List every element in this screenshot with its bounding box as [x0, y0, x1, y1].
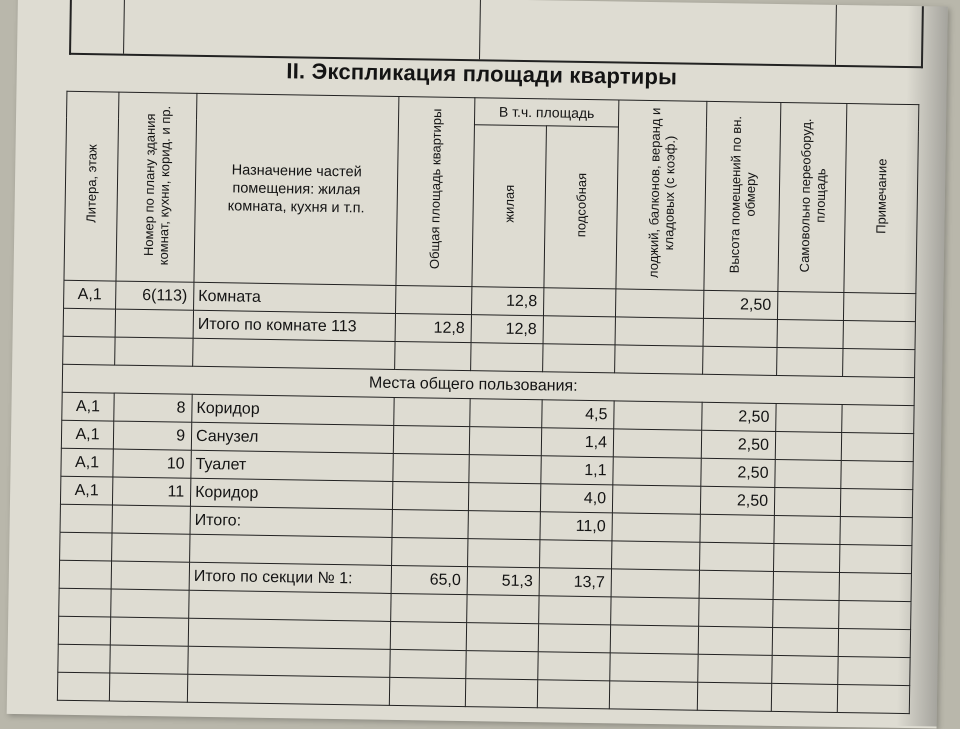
cell-purpose: Итого:	[190, 506, 392, 537]
cell-total-area	[390, 621, 466, 650]
cell-purpose: Санузел	[191, 422, 393, 453]
cell-auxiliary-area: 1,1	[541, 456, 613, 485]
cell-height	[698, 654, 772, 683]
cell-living-area	[466, 651, 538, 680]
cell-purpose: Комната	[194, 282, 396, 313]
cell-living-area	[468, 511, 540, 540]
cell-living-area	[471, 343, 543, 372]
cell-loggia-area	[611, 569, 699, 598]
cell-auxiliary-area	[543, 316, 615, 345]
cell-total-area: 65,0	[391, 565, 467, 594]
frame-divider	[479, 0, 481, 59]
cell-self-built	[772, 655, 838, 684]
frame-divider	[835, 5, 837, 65]
cell-height: 2,50	[703, 290, 777, 319]
cell-number	[111, 589, 189, 618]
cell-living-area	[468, 539, 540, 568]
cell-self-built	[774, 487, 840, 516]
cell-loggia-area	[614, 401, 702, 430]
header-height: Высота помещений по вн. обмеру	[704, 101, 781, 291]
cell-purpose	[188, 646, 390, 677]
frame-divider	[123, 0, 125, 54]
cell-self-built	[777, 291, 843, 320]
cell-loggia-area	[610, 653, 698, 682]
header-purpose: Назначение частей помещения: жилая комната, кухня и т.п.	[194, 93, 399, 285]
cell-self-built	[773, 599, 839, 628]
cell-purpose	[187, 674, 389, 705]
cell-purpose	[193, 338, 395, 369]
cell-number	[115, 337, 193, 366]
cell-purpose: Коридор	[192, 394, 394, 425]
cell-living-area: 12,8	[471, 315, 543, 344]
cell-number	[111, 561, 189, 590]
cell-litera: А,1	[64, 280, 116, 309]
cell-number	[112, 533, 190, 562]
cell-litera	[59, 560, 111, 589]
cell-living-area: 51,3	[467, 567, 539, 596]
cell-living-area: 12,8	[471, 287, 543, 316]
cell-self-built	[775, 431, 841, 460]
cell-loggia-area	[615, 289, 703, 318]
cell-purpose: Итого по комнате 113	[193, 310, 395, 341]
header-number: Номер по плану здания комнат, кухни, корид. и пр.	[116, 92, 197, 282]
cell-height: 2,50	[701, 458, 775, 487]
header-auxiliary: подсобная	[544, 126, 619, 289]
cell-loggia-area	[613, 457, 701, 486]
cell-height	[703, 318, 777, 347]
cell-total-area	[389, 677, 465, 706]
cell-litera: А,1	[60, 476, 112, 505]
cell-auxiliary-area	[539, 596, 611, 625]
cell-auxiliary-area: 4,0	[540, 484, 612, 513]
table-body	[57, 280, 916, 713]
cell-height	[697, 682, 771, 711]
cell-self-built	[774, 515, 840, 544]
cell-loggia-area	[613, 429, 701, 458]
cell-number	[109, 673, 187, 702]
cell-litera	[58, 616, 110, 645]
cell-auxiliary-area: 13,7	[539, 568, 611, 597]
cell-auxiliary-area	[540, 540, 612, 569]
cell-number: 10	[113, 449, 191, 478]
cell-self-built	[771, 683, 837, 712]
cell-total-area	[392, 481, 468, 510]
cell-height	[699, 598, 773, 627]
cell-total-area	[395, 285, 471, 314]
cell-auxiliary-area: 4,5	[542, 400, 614, 429]
cell-loggia-area	[612, 485, 700, 514]
cell-number: 11	[112, 477, 190, 506]
cell-loggia-area	[612, 541, 700, 570]
cell-litera	[57, 672, 109, 701]
explication-table	[57, 91, 919, 714]
cell-total-area	[395, 341, 471, 370]
cell-loggia-area	[609, 681, 697, 710]
cell-height: 2,50	[701, 430, 775, 459]
cell-living-area	[470, 399, 542, 428]
cell-purpose	[190, 534, 392, 565]
cell-number	[115, 309, 193, 338]
document-sheet	[7, 0, 948, 729]
cell-self-built	[776, 403, 842, 432]
cell-self-built	[777, 347, 843, 376]
header-self-built: Самовольно переоборуд. площадь	[778, 102, 847, 292]
header-including: В т.ч. площадь	[474, 98, 618, 127]
cell-living-area	[466, 623, 538, 652]
cell-number	[110, 645, 188, 674]
cell-total-area: 12,8	[395, 313, 471, 342]
section-heading: Места общего пользования:	[62, 364, 914, 405]
cell-living-area	[465, 679, 537, 708]
cell-auxiliary-area	[543, 344, 615, 373]
cell-self-built	[772, 627, 838, 656]
cell-self-built	[773, 571, 839, 600]
cell-auxiliary-area	[538, 652, 610, 681]
cell-total-area	[394, 397, 470, 426]
cell-height	[703, 346, 777, 375]
cell-living-area	[467, 595, 539, 624]
cell-litera	[63, 308, 115, 337]
cell-total-area	[393, 453, 469, 482]
cell-height	[700, 514, 774, 543]
header-total-area: Общая площадь квартиры	[396, 96, 475, 286]
cell-number: 9	[113, 421, 191, 450]
cell-height: 2,50	[702, 402, 776, 431]
cell-loggia-area	[611, 597, 699, 626]
cell-auxiliary-area: 1,4	[541, 428, 613, 457]
cell-auxiliary-area	[537, 680, 609, 709]
cell-number: 8	[114, 393, 192, 422]
cell-loggia-area	[615, 345, 703, 374]
cell-litera	[58, 644, 110, 673]
cell-living-area	[469, 455, 541, 484]
document-title: II. Экспликация площади квартиры	[286, 58, 678, 90]
cell-litera: А,1	[62, 392, 114, 421]
header-litera: Литера, этаж	[64, 91, 119, 281]
cell-self-built	[777, 319, 843, 348]
cell-height	[700, 542, 774, 571]
cell-total-area	[393, 425, 469, 454]
header-note: Примечание	[844, 104, 919, 294]
cell-litera: А,1	[61, 420, 113, 449]
cell-auxiliary-area	[538, 624, 610, 653]
cell-self-built	[775, 459, 841, 488]
header-loggia: лоджий, балконов, веранд и кладовых (с коэф.)	[616, 100, 707, 290]
cell-purpose	[189, 590, 391, 621]
cell-loggia-area	[612, 513, 700, 542]
cell-litera	[60, 532, 112, 561]
cell-total-area	[392, 537, 468, 566]
cell-auxiliary-area	[543, 288, 615, 317]
cell-auxiliary-area: 11,0	[540, 512, 612, 541]
cell-living-area	[468, 483, 540, 512]
cell-living-area	[469, 427, 541, 456]
cell-total-area	[391, 593, 467, 622]
cell-height	[699, 570, 773, 599]
cell-purpose: Туалет	[191, 450, 393, 481]
cell-purpose: Итого по секции № 1:	[189, 562, 391, 593]
cell-total-area	[390, 649, 466, 678]
cell-loggia-area	[610, 625, 698, 654]
cell-self-built	[774, 543, 840, 572]
cell-purpose: Коридор	[190, 478, 392, 509]
cell-purpose	[188, 618, 390, 649]
cell-number	[112, 505, 190, 534]
cell-height: 2,50	[700, 486, 774, 515]
header-living: жилая	[472, 125, 547, 288]
cell-litera: А,1	[61, 448, 113, 477]
cell-height	[698, 626, 772, 655]
cell-litera	[60, 504, 112, 533]
cell-loggia-area	[615, 317, 703, 346]
cell-litera	[63, 336, 115, 365]
cell-number	[110, 617, 188, 646]
cell-total-area	[392, 509, 468, 538]
cell-litera	[59, 588, 111, 617]
cell-number: 6(113)	[116, 281, 194, 310]
